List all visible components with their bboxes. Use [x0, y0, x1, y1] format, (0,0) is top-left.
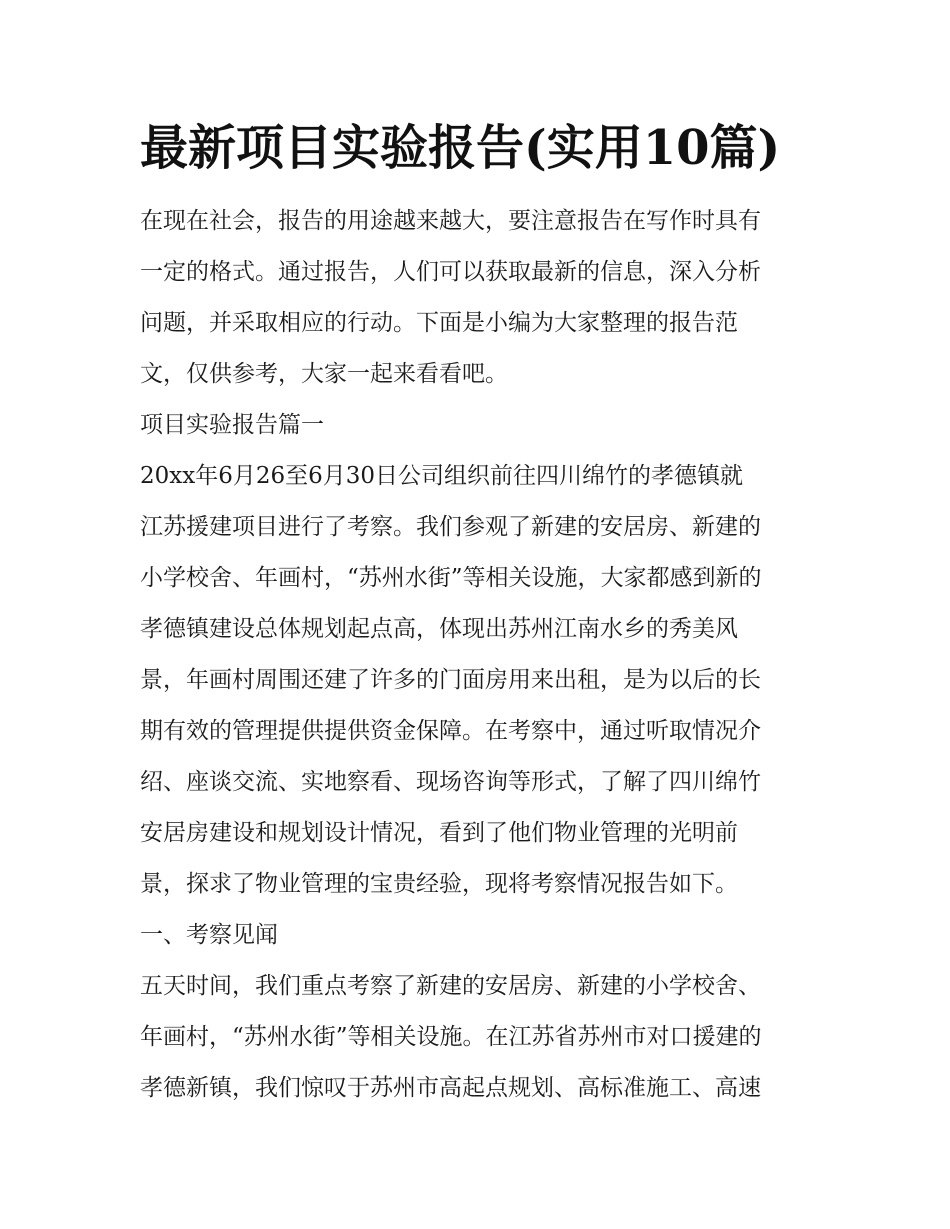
text-line: 文，仅供参考，大家一起来看看吧。: [140, 361, 508, 387]
text-line: 五天时间，我们重点考察了新建的安居房、新建的小学校舍、: [140, 973, 761, 999]
text-line: 景，年画村周围还建了许多的门面房用来出租，是为以后的长: [140, 667, 761, 693]
section-heading: 一、考察见闻: [140, 922, 278, 948]
text-line: 问题，并采取相应的行动。下面是小编为大家整理的报告范: [140, 310, 738, 336]
text-line: 绍、座谈交流、实地察看、现场咨询等形式，了解了四川绵竹: [140, 769, 761, 795]
text-line: 小学校舍、年画村，“苏州水街”等相关设施，大家都感到新的: [140, 565, 762, 591]
text-line: 在现在社会，报告的用途越来越大，要注意报告在写作时具有: [140, 208, 761, 234]
text-line: 年画村，“苏州水街”等相关设施。在江苏省苏州市对口援建的: [140, 1024, 762, 1050]
text-line: 景，探求了物业管理的宝贵经验，现将考察情况报告如下。: [140, 871, 738, 897]
text-line: 孝德镇建设总体规划起点高，体现出苏州江南水乡的秀美风: [140, 616, 738, 642]
text-line: 安居房建设和规划设计情况，看到了他们物业管理的光明前: [140, 820, 738, 846]
document-body: [140, 196, 812, 1114]
text-line: 一定的格式。通过报告，人们可以获取最新的信息，深入分析: [140, 259, 761, 285]
section-heading: 项目实验报告篇一: [140, 412, 324, 438]
text-line: 期有效的管理提供提供资金保障。在考察中，通过听取情况介: [140, 718, 761, 744]
document-title: 最新项目实验报告(实用10篇): [140, 120, 781, 176]
text-line: 孝德新镇，我们惊叹于苏州市高起点规划、高标准施工、高速: [140, 1075, 761, 1101]
text-line: 20xx年6月26至6月30日公司组织前往四川绵竹的孝德镇就: [140, 463, 744, 489]
text-line: 江苏援建项目进行了考察。我们参观了新建的安居房、新建的: [140, 514, 761, 540]
